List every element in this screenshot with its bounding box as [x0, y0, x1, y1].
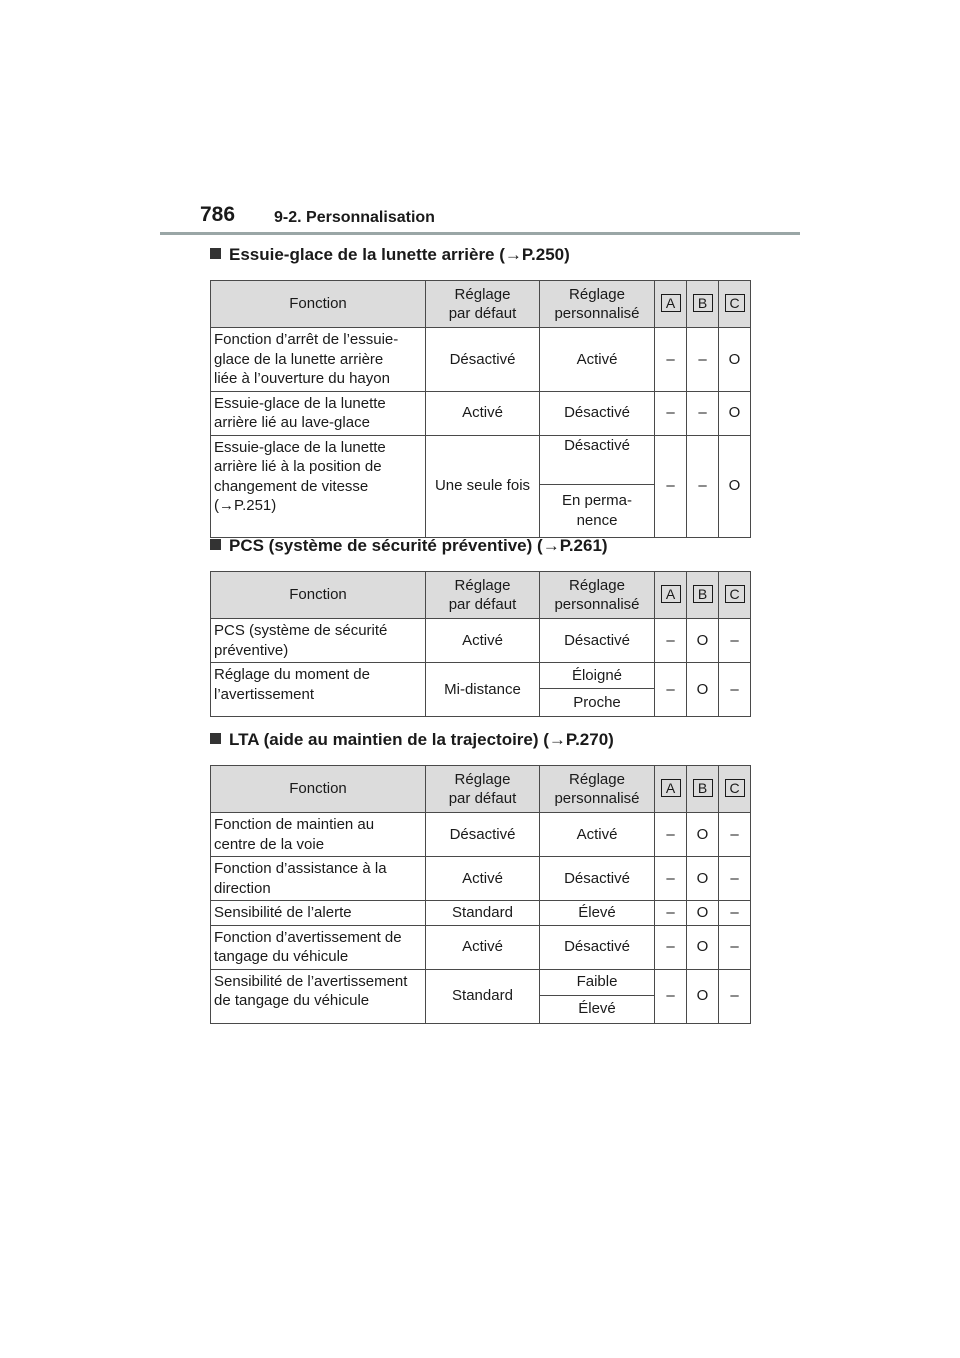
- cell-fonction: Essuie-glace de la lunette arrière lié au lave-glace: [211, 391, 426, 435]
- cell-a: –: [655, 391, 687, 435]
- cell-custom: Désactivé: [540, 619, 655, 663]
- settings-table: [210, 280, 751, 538]
- boxed-letter-b: B: [693, 294, 713, 312]
- cell-c: –: [719, 619, 751, 663]
- cell-default: Désactivé: [426, 813, 540, 857]
- header-custom-setting: Réglage personnalisé: [540, 572, 655, 619]
- cell-default: Activé: [426, 925, 540, 969]
- page-reference-link[interactable]: P.270: [565, 730, 609, 749]
- cell-b: O: [687, 619, 719, 663]
- cell-b: O: [687, 813, 719, 857]
- table-row: [211, 663, 751, 689]
- cell-b: O: [687, 925, 719, 969]
- cell-b: O: [687, 969, 719, 1023]
- header-b: [687, 281, 719, 328]
- settings-table: [210, 765, 751, 1024]
- cell-default: Désactivé: [426, 328, 540, 392]
- page-reference-link[interactable]: P.250: [521, 245, 565, 264]
- cell-custom: Désactivé: [540, 925, 655, 969]
- cell-b: –: [687, 435, 719, 537]
- table-row: [211, 391, 751, 435]
- cell-c: –: [719, 857, 751, 901]
- page-number: 786: [200, 203, 236, 226]
- header-a: [655, 281, 687, 328]
- table-row: [211, 619, 751, 663]
- arrow-right-icon: →: [219, 497, 234, 514]
- section: [210, 242, 770, 538]
- chapter-title: 9-2. Personnalisation: [274, 209, 435, 226]
- section: [210, 727, 770, 1024]
- table-header-row: [211, 281, 751, 328]
- cell-fonction: PCS (système de sécurité préventive): [211, 619, 426, 663]
- cell-fonction: Fonction d’avertissement de tangage du véhicule: [211, 925, 426, 969]
- cell-c: O: [719, 391, 751, 435]
- header-c: [719, 572, 751, 619]
- section-title: [210, 727, 770, 753]
- settings-table: [210, 571, 751, 717]
- cell-fonction: Sensibilité de l’avertissement de tangage du véhicule: [211, 969, 426, 1023]
- cell-a: –: [655, 328, 687, 392]
- table-row: [211, 328, 751, 392]
- cell-default: Activé: [426, 391, 540, 435]
- page-header: [160, 200, 800, 236]
- cell-c: –: [719, 813, 751, 857]
- cell-custom: Proche: [540, 689, 655, 717]
- cell-custom: Élevé: [540, 995, 655, 1023]
- cell-custom: Désactivé: [540, 857, 655, 901]
- table-header-row: [211, 766, 751, 813]
- boxed-letter-c: C: [725, 779, 745, 797]
- cell-b: –: [687, 391, 719, 435]
- cell-custom: Désactivé: [540, 391, 655, 435]
- closing-paren: ): [564, 245, 570, 264]
- cell-a: –: [655, 619, 687, 663]
- cell-a: –: [655, 813, 687, 857]
- page-reference-link[interactable]: P.261: [559, 536, 602, 555]
- header-b: [687, 766, 719, 813]
- cell-default: Standard: [426, 969, 540, 1023]
- table-header-row: [211, 572, 751, 619]
- cell-default: Activé: [426, 619, 540, 663]
- arrow-right-icon: →: [548, 730, 566, 749]
- header-default-setting: Réglage par défaut: [426, 572, 540, 619]
- cell-a: –: [655, 857, 687, 901]
- table-row: [211, 435, 751, 484]
- cell-fonction: Fonction d’arrêt de l’essuie- glace de la lunette arrière liée à l’ouverture du hayon: [211, 328, 426, 392]
- cell-a: –: [655, 435, 687, 537]
- square-bullet-icon: [210, 733, 221, 744]
- cell-custom: Éloigné: [540, 663, 655, 689]
- boxed-letter-a: A: [661, 294, 681, 312]
- header-c: [719, 766, 751, 813]
- cell-c: –: [719, 901, 751, 926]
- cell-custom: Élevé: [540, 901, 655, 926]
- boxed-letter-b: B: [693, 585, 713, 603]
- cell-a: –: [655, 925, 687, 969]
- cell-fonction: Fonction d’assistance à la direction: [211, 857, 426, 901]
- cell-default: Standard: [426, 901, 540, 926]
- cell-b: –: [687, 328, 719, 392]
- cell-default: Une seule fois: [426, 435, 540, 537]
- cell-fonction: Essuie-glace de la lunette arrière lié à la position de changement de vitesse (→P.251): [211, 435, 426, 537]
- cell-fonction: Réglage du moment de l’avertissement: [211, 663, 426, 717]
- cell-fonction: Sensibilité de l’alerte: [211, 901, 426, 926]
- header-c: [719, 281, 751, 328]
- cell-custom: En perma- nence: [540, 484, 655, 537]
- header-default-setting: Réglage par défaut: [426, 766, 540, 813]
- arrow-right-icon: →: [542, 536, 560, 555]
- header-custom-setting: Réglage personnalisé: [540, 766, 655, 813]
- table-row: [211, 813, 751, 857]
- table-row: [211, 901, 751, 926]
- cell-a: –: [655, 663, 687, 717]
- section-title: [210, 242, 770, 268]
- header-a: [655, 572, 687, 619]
- cell-a: –: [655, 969, 687, 1023]
- arrow-right-icon: →: [504, 245, 522, 264]
- header-b: [687, 572, 719, 619]
- section: [210, 533, 770, 717]
- cell-c: –: [719, 925, 751, 969]
- cell-c: –: [719, 969, 751, 1023]
- section-title: [210, 533, 770, 559]
- closing-paren: ): [608, 730, 614, 749]
- header-fonction: Fonction: [211, 281, 426, 328]
- cell-default: Mi-distance: [426, 663, 540, 717]
- boxed-letter-a: A: [661, 585, 681, 603]
- header-a: [655, 766, 687, 813]
- table-row: [211, 969, 751, 995]
- table-row: [211, 925, 751, 969]
- boxed-letter-c: C: [725, 294, 745, 312]
- cell-b: O: [687, 663, 719, 717]
- cell-default: Activé: [426, 857, 540, 901]
- cell-a: –: [655, 901, 687, 926]
- boxed-letter-b: B: [693, 779, 713, 797]
- section-title-text: PCS (système de sécurité préventive) (: [229, 536, 543, 555]
- section-title-text: LTA (aide au maintien de la trajectoire) (: [229, 730, 549, 749]
- header-fonction: Fonction: [211, 572, 426, 619]
- cell-c: –: [719, 663, 751, 717]
- cell-custom: Faible: [540, 969, 655, 995]
- header-rule: [160, 232, 800, 235]
- boxed-letter-a: A: [661, 779, 681, 797]
- section-title-text: Essuie-glace de la lunette arrière (: [229, 245, 505, 264]
- square-bullet-icon: [210, 248, 221, 259]
- cell-b: O: [687, 857, 719, 901]
- page-reference-link[interactable]: P.251: [234, 497, 272, 514]
- square-bullet-icon: [210, 539, 221, 550]
- cell-c: O: [719, 435, 751, 537]
- header-default-setting: Réglage par défaut: [426, 281, 540, 328]
- cell-custom: Activé: [540, 813, 655, 857]
- header-custom-setting: Réglage personnalisé: [540, 281, 655, 328]
- boxed-letter-c: C: [725, 585, 745, 603]
- cell-b: O: [687, 901, 719, 926]
- header-fonction: Fonction: [211, 766, 426, 813]
- cell-custom: Activé: [540, 328, 655, 392]
- table-row: [211, 857, 751, 901]
- closing-paren: ): [601, 536, 608, 555]
- cell-custom: Désactivé: [540, 435, 655, 484]
- cell-fonction: Fonction de maintien au centre de la voie: [211, 813, 426, 857]
- cell-c: O: [719, 328, 751, 392]
